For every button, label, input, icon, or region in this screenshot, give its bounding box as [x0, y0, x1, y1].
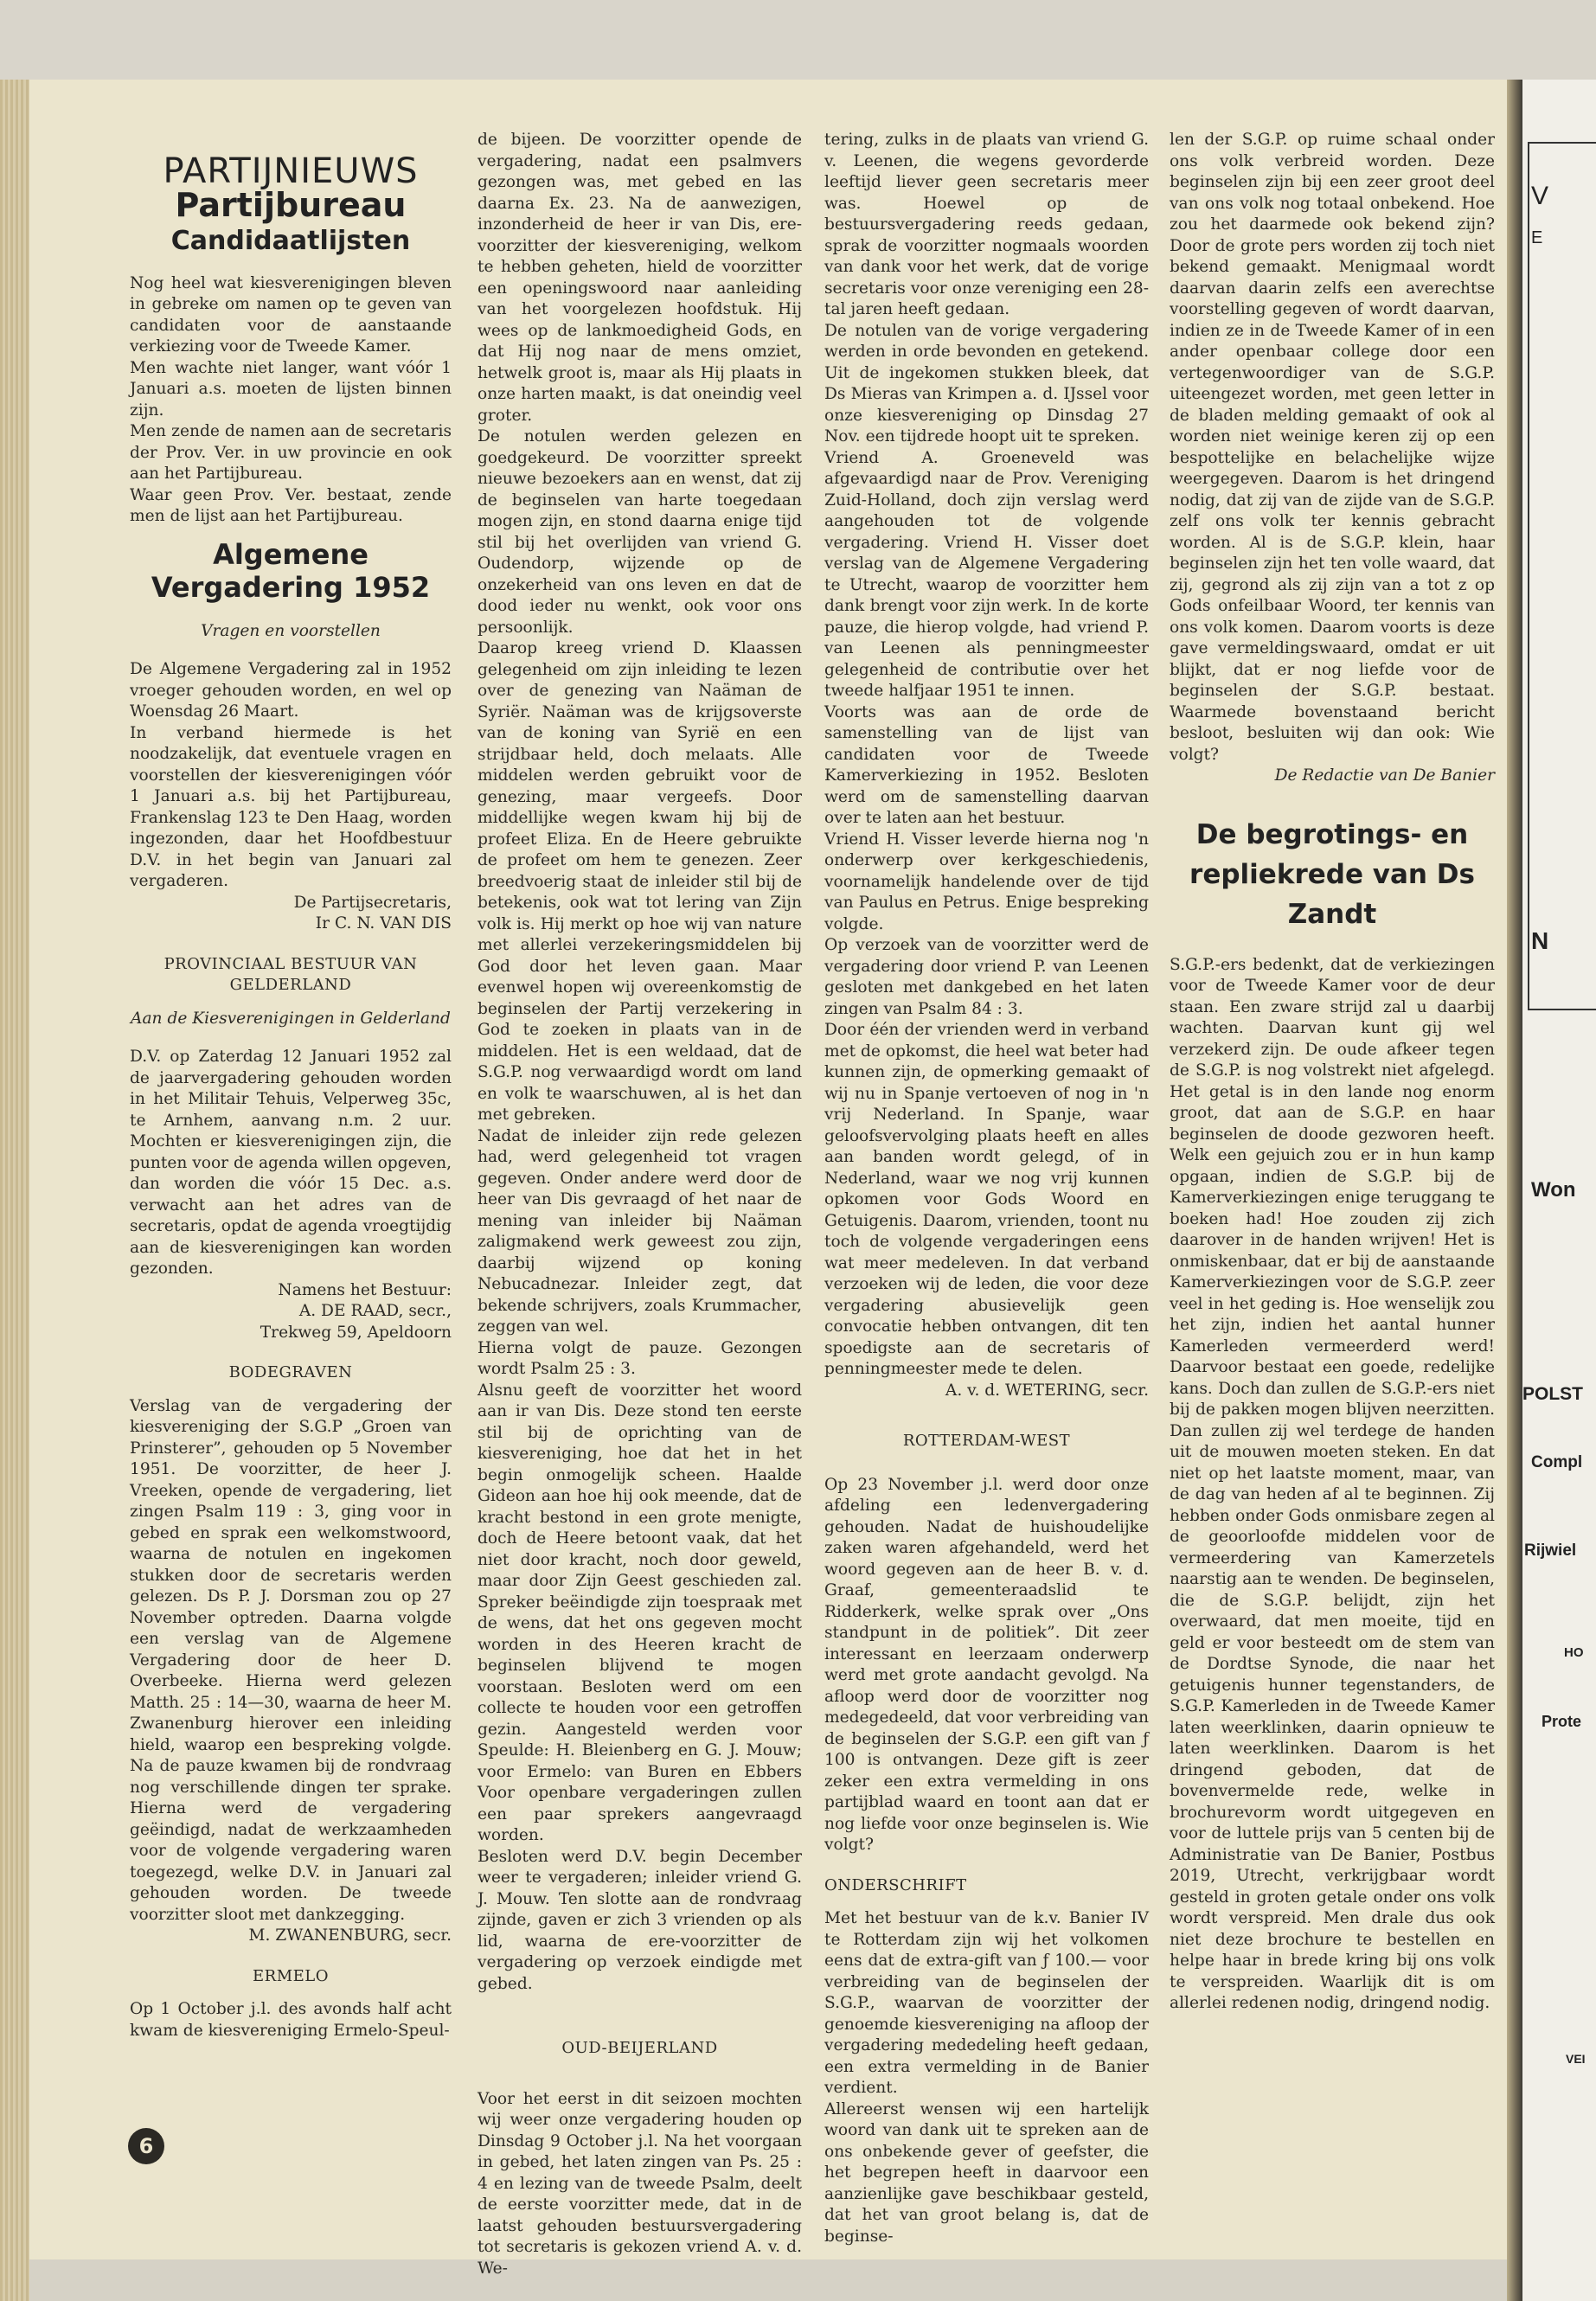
column-4	[1170, 130, 1495, 2015]
heading-partijbureau: Partijbureau	[175, 185, 407, 224]
paragraph: Nadat de inleider zijn rede gelezen had, werd gelegenheid tot vragen gegeven. Onder andere werd door de heer van Dis gevraagd of het naar de mening van inleider bij Naäman zaligmakend werk geweest zou zijn, daarbij wijzend op koning Nebucadnezar. Inleider zegt, dat bekende schrijvers, zoals Krummacher, zeggen van wel.	[478, 1126, 802, 1336]
adjacent-fragment-text: E	[1531, 228, 1543, 247]
section-heading: PROVINCIAAL BESTUUR VAN GELDERLAND	[163, 954, 418, 994]
signature-line: De Partijsecretaris,	[293, 893, 452, 912]
paragraph: De notulen van de vorige vergadering werden in orde bevonden en getekend. Uit de ingekomen stukken bleek, dat Ds Mieras van Krimpen a. d. IJssel voor onze kiesvereniging op Dinsdag 27 Nov. een tijdrede hoopt uit te spreken.	[824, 321, 1149, 445]
paragraph: Alsnu geeft de voorzitter het woord aan ir van Dis. Deze stond ten eerste stil bij de oprichting van de kiesvereniging, hoe dat het in het begin onmogelijk scheen. Haalde Gideon aan hoe hij ook meende, dat de kracht bestond in een grote menigte, doch de Heere betoont vaak, dat het niet door kracht, noch door geweld, maar door Zijn Geest geschieden zal. Spreker beëindigde zijn toespraak met de wens, dat het ons gegeven mocht worden in des Heeren kracht de beginselen blijvend te mogen voorstaan. Besloten werd om een collecte te houden voor een getroffen gezin. Aangesteld werden voor Speulde: H. Bleienberg en G. J. Mouw; voor Ermelo: van Buren en Ebbers Voor openbare vergaderingen zullen een paar sprekers aangevraagd worden.	[478, 1381, 802, 1844]
section-title: PARTIJNIEUWS	[163, 151, 419, 191]
adjacent-fragment-text: VEI	[1566, 2052, 1586, 2066]
paragraph: Besloten werd D.V. begin December weer te vergaderen; inleider vriend G. J. Mouw. Ten slotte aan de rondvraag zijnde, gaven er zich 3 vrienden op als lid, waarna de ere-voorzitter de vergadering op verzoek eindigde met gebed.	[478, 1847, 802, 1993]
paragraph: Voor het eerst in dit seizoen mochten wij weer onze vergadering houden op Dinsdag 9 October j.l. Na het voorgaan in gebed, het laten zingen van Ps. 25 : 4 en lezing van de tweede Psalm, deelt de eerste voorzitter mede, dat in de laatst gehouden bestuursvergadering tot secretaris is gekozen vriend A. v. d. We-	[478, 2089, 802, 2278]
paragraph: Vriend A. Groeneveld was afgevaardigd naar de Prov. Vereniging Zuid-Holland, doch zijn verslag werd aangehouden tot de volgende vergadering. Vriend H. Visser doet verslag van de Algemene Vergadering te Utrecht, waarop de voorzitter hem dank brengt voor zijn werk. In de korte pauze, die hierop volgde, had vriend P. van Leenen als penningmeester gelegenheid de contributie over het tweede halfjaar 1951 te innen.	[824, 448, 1149, 700]
adjacent-fragment-text: V	[1531, 182, 1549, 210]
paragraph: De Algemene Vergadering zal in 1952 vroeger gehouden worden, en wel op Woensdag 26 Maart.	[130, 660, 452, 721]
paragraph: Waar geen Prov. Ver. bestaat, zende men de lijst aan het Partijbureau.	[130, 485, 452, 525]
paragraph: Men wachte niet langer, want vóór 1 Januari a.s. moeten de lijsten binnen zijn.	[130, 358, 452, 420]
paragraph: Hierna volgt de pauze. Gezongen wordt Psalm 25 : 3.	[478, 1338, 802, 1378]
paragraph: Op 23 November j.l. werd door onze afdeling een ledenvergadering gehouden. Nadat de huishoudelijke zaken waren afgehandeld, werd het woord gegeven aan de heer B. v. d. Graaf, gemeenteraadslid te Ridderkerk, welke sprak over „Ons standpunt in de politiek”. Dit zeer interessant en leerzaam onderwerp werd met grote aandacht gevolgd. Na afloop werd door de voorzitter nog medegedeeld, dat voor verbreiding van de beginselen der S.G.P. een gift van ƒ 100 is ontvangen. Deze gift is zeer zeker een extra vermelding in ons partijblad waard en toont aan dat er nog liefde voor onze beginselen is. Wie volgt?	[824, 1475, 1149, 1854]
page-number-badge: 6	[128, 2128, 164, 2164]
heading-candidaatlijsten: Candidaatlijsten	[170, 226, 411, 256]
paragraph: In verband hiermede is het noodzakelijk, dat eventuele vragen en voorstellen der kiesverenigingen vóór 1 Januari a.s. bij het Partijbureau, Frankenslag 123 te Den Haag, worden ingezonden, daar het Hoofdbestuur D.V. in het begin van Januari zal vergaderen.	[130, 723, 452, 890]
adjacent-fragment-text: N	[1531, 927, 1549, 954]
signature-line: A. DE RAAD, secr.,	[298, 1302, 452, 1320]
adjacent-fragment-text: Won	[1531, 1178, 1576, 1202]
adjacent-fragment-text: Prote	[1542, 1713, 1582, 1730]
subheading: Aan de Kiesverenigingen in Gelderland	[131, 1009, 451, 1028]
section-heading: BODEGRAVEN	[228, 1363, 353, 1381]
paragraph: De notulen werden gelezen en goedgekeurd. De voorzitter spreekt nieuwe bezoekers aan en wenst, dat zij de beginselen van harte toegedaan mogen zijn, en stond daarna enige tijd stil bij het overlijden van vriend G. Oudendorp, wijzende op de onzekerheid van ons leven en dat de dood ieder nu wenkt, ook voor ons persoonlijk.	[478, 427, 802, 637]
page-gutter	[1507, 80, 1522, 2301]
section-heading: ERMELO	[253, 1966, 329, 1985]
adjacent-page-box	[1528, 142, 1596, 1010]
column-3	[824, 130, 1149, 2247]
paragraph: Door één der vrienden werd in verband met de opkomst, die heel wat beter had kunnen zijn, de opmerking gemaakt of wij nu in Spanje vertoeven of nog in 'n vrij Nederland. In Spanje, waar geloofsvervolging plaats heeft en alles aan banden wordt gelegd, of in Nederland, waar we nog vrij kunnen opkomen voor Gods Woord en Getuigenis. Daarom, vrienden, toont nu toch de volgende vergaderingen eens wat meer medeleven. In dat verband verzoeken wij de leden, die voor deze vergadering abusievelijk geen convocatie hebben ontvangen, dit ten spoedigste aan de secretaris of penningmeester mede te delen.	[824, 1021, 1149, 1378]
paragraph: Nog heel wat kiesverenigingen bleven in gebreke om namen op te geven van candidaten voor de aanstaande verkiezing voor de Tweede Kamer.	[130, 273, 452, 356]
paragraph: Verslag van de vergadering der kiesvereniging der S.G.P „Groen van Prinsterer”, gehouden op 5 November 1951. De voorzitter, de heer J. Vreeken, opende de vergadering, liet zingen Psalm 119 : 3, ging voor in gebed en sprak een welkomstwoord, waarna de notulen en ingekomen stukken door de secretaris werden gelezen. Ds P. J. Dorsman zou op 27 November optreden. Daarna volgde een verslag van de Algemene Vergadering door de heer D. Overbeeke. Hierna werd gelezen Matth. 25 : 14—30, waarna de heer M. Zwanenburg hierover een inleiding hield, waarop een bespreking volgde. Na de pauze kwamen bij de rondvraag nog verschillende dingen ter sprake. Hierna werd de vergadering geëindigd, nadat de werkzaamheden voor de volgende vergadering waren toegezegd, welke D.V. in Januari zal gehouden worden. De tweede voorzitter sloot met dankzegging.	[130, 1396, 452, 1924]
paragraph: len der S.G.P. op ruime schaal onder ons volk verbreid worden. Deze beginselen zijn bij een zeer groot deel van ons volk nog totaal onbekend. Hoe zou het daarmede ook bekend zijn? Door de grote pers worden zij toch niet bekend gemaakt. Menigmaal wordt daarvan daarin zelfs een averechtse voorstelling gegeven of wordt daarvan, indien ze in de Tweede Kamer of in een ander openbaar college door een vertegenwoordiger van de S.G.P. uiteengezet worden, met geen letter in de bladen melding gemaakt of ook al worden niet weinige keren zij op een bespottelijke en belachelijke wijze weergegeven. Daarom is het dringend nodig, dat zij van de zijde van de S.G.P. zelf ons volk ter kennis gebracht worden. Al is de S.G.P. klein, haar beginselen zijn het ten volle waard, dat zij, gegrond als zij zijn van a tot z op Gods onfeilbaar Woord, ter kennis van ons volk komen. Daarom voorts is deze gave vermeldingswaard, omdat er uit blijkt, dat er nog liefde voor de beginselen der S.G.P. bestaat. Waarmede bovenstaand bericht besloot, besluiten wij dan ook: Wie volgt?	[1170, 131, 1495, 764]
signature-line: Ir C. N. VAN DIS	[315, 914, 452, 933]
adjacent-fragment-text: HO	[1564, 1645, 1584, 1660]
adjacent-fragment-text: Rijwiel	[1524, 1541, 1577, 1560]
signature-line: Trekweg 59, Apeldoorn	[260, 1323, 452, 1342]
paragraph: Daarop kreeg vriend D. Klaassen gelegenheid om zijn inleiding te lezen over de genezing van Naäman de Syriër. Naäman was de krijgsoverste van de koning van Syrië en een strijdbaar held, doch melaats. Alle middelen werden gebruikt voor de genezing, maar vergeefs. Door middellijke wegen kwam hij bij de profeet Eliza. En de Heere gebruikte de profeet om hem te genezen. Zeer breedvoerig staat de inleider stil bij de betekenis, ook wat tot lering van Zijn volk is. Hij merkt op hoe wij van nature met allerlei verzekeringsmiddelen bij God door het leven gaan. Maar evenwel hopen wij overeenkomstig de beginselen der Partij verzekering in God te zoeken in plaats van in de middelen. Het is een weldaad, dat de S.G.P. nog verwaardigd wordt om land en volk te waarschuwen, al is het dan met gebreken.	[478, 639, 802, 1124]
paragraph: Vriend H. Visser leverde hierna nog 'n onderwerp over kerkgeschiedenis, voornamelijk handelende over de tijd van Paulus en Petrus. Enige bespreking volgde.	[824, 830, 1149, 933]
paragraph: Met het bestuur van de k.v. Banier IV te Rotterdam zijn wij het volkomen eens dat de extra-gift van ƒ 100.— voor verbreiding van de beginselen der S.G.P., waarvan de voorzitter der genoemde kiesvereniging na afloop der vergadering mededeling heeft gedaan, een extra vermelding in de Banier verdient.	[824, 1909, 1149, 2097]
paragraph: de bijeen. De voorzitter opende de vergadering, nadat een psalmvers gezongen was, met gebed en las daarna Ex. 23. Na de aanwezigen, inzonderheid de heer ir van Dis, ere-voorzitter der kiesvereniging, welkom te hebben geheten, hield de voorzitter een openingswoord naar aanleiding van het voorgelezen hoofdstuk. Hij wees op de lankmoedigheid Gods, en dat Hij nog naar de mens omziet, hetwelk groot is, maar als Hij plaats in onze harten maakt, is dat oneindig veel groter.	[478, 131, 802, 425]
section-heading: ROTTERDAM-WEST	[902, 1432, 1071, 1450]
heading-begrotingsrede: De begrotings- en repliekrede van Ds Zandt	[1189, 818, 1475, 930]
adjacent-fragment-text: POLST	[1522, 1384, 1584, 1404]
adjacent-fragment-text: Compl	[1531, 1453, 1583, 1471]
paragraph: Op 1 October j.l. des avonds half acht kwam de kiesvereniging Ermelo-Speul-	[130, 2000, 452, 2040]
paragraph: D.V. op Zaterdag 12 Januari 1952 zal de jaarvergadering gehouden worden in het Militair Tehuis, Velperweg 35c, te Arnhem, aanvang n.m. 2 uur. Mochten er kiesverenigingen zijn, die punten voor de agenda willen opgeven, dan worden die vóór 15 Dec. a.s. verwacht aan het adres van de secretaris, opdat de agenda vroegtijdig aan de kiesverenigingen kan worden gezonden.	[130, 1048, 452, 1278]
editorial-signature: De Redactie van De Banier	[1274, 766, 1495, 785]
adjacent-page-fragment	[1522, 80, 1596, 2301]
column-1	[130, 151, 452, 2041]
column-2	[478, 130, 802, 2279]
paragraph: Op verzoek van de voorzitter werd de vergadering door vriend P. van Leenen gesloten met dankgebed en het laten zingen van Psalm 84 : 3.	[824, 936, 1149, 1018]
signature-line: Namens het Bestuur:	[278, 1280, 452, 1299]
heading-algemene-vergadering: Algemene Vergadering 1952	[151, 537, 431, 604]
subheading: Vragen en voorstellen	[201, 621, 381, 640]
section-heading: ONDERSCHRIFT	[824, 1875, 967, 1894]
paragraph: Men zende de namen aan de secretaris der Prov. Ver. in uw provincie en ook aan het Partijbureau.	[130, 422, 452, 483]
paragraph: S.G.P.-ers bedenkt, dat de verkiezingen voor de Tweede Kamer voor de deur staan. Een zware strijd zal u daarbij wachten. Daarvan kunt gij wel verzekerd zijn. De oude afkeer tegen de S.G.P. is nog volstrekt niet afgelegd. Het getal is in den lande nog enorm groot, dat aan de S.G.P. en haar beginselen de doode gezworen heeft. Welk een gejuich zou er in hun kamp opgaan, indien de S.G.P. bij de Kamerverkiezingen enige teruggang te boeken had! Hoe zouden zij zich daarover in de handen wrijven! Het is onmiskenbaar, dat er bij de aanstaande Kamerverkiezingen voor de S.G.P. zeer veel in het geding is. Hoe wenselijk zou het zijn, indien het aantal hunner Kamerleden vermeerderd werd! Daarvoor bestaat een goede, redelijke kans. Doch dan zullen de S.G.P.-ers niet bij de pakken mogen blijven neerzitten. Dan zullen zij wel terdege de handen uit de mouwen moeten steken. En dat niet op het laatste moment, maar, van de dag van heden af al te beginnen. Zij hebben onder Gods onmisbare zegen al de geoorloofde middelen voor de vermeerdering van Kamerzetels naarstig aan te wenden. De beginselen, die de S.G.P. belijdt, zijn het overwaard, dat men moeite, tijd en geld er voor besteedt om de stem van de Dordtse Synode, die naar het getuigenis hunner tegenstanders, de S.G.P. Kamerleden in de Tweede Kamer laten weerklinken, daarin opnieuw te laten weerklinken. Daarom is het dringend geboden, dat de bovenvermelde rede, welke in brochurevorm wordt uitgegeven en voor de luttele prijs van 5 centen bij de Administratie van De Banier, Postbus 2019, Utrecht, verkrijgbaar wordt gesteld in groten getale onder ons volk wordt verspreid. Men drale dus ook niet deze brochure te bestellen en helpe haar in brede kring bij ons volk te verspreiden. Waarlijk dit is om allerlei redenen nodig, dringend nodig.	[1170, 955, 1495, 2012]
paragraph: Allereerst wensen wij een hartelijk woord van dank uit te spreken aan de ons onbekende gever of geefster, die het begrepen heeft in daarvoor een aanzienlijke gave beschikbaar gesteld, dat het van groot belang is, dat de beginse-	[824, 2099, 1149, 2246]
section-heading: OUD-BEIJERLAND	[561, 2039, 718, 2057]
book-edge	[0, 80, 29, 2301]
scan-background-top	[0, 0, 1596, 80]
paragraph: tering, zulks in de plaats van vriend G. v. Leenen, die wegens gevorderde leeftijd liever geen secretaris meer was. Hoewel op de bestuursvergadering reeds gedaan, sprak de voorzitter nogmaals woorden van dank voor het werk, dat de vorige secretaris voor onze vereniging een 28-tal jaren heeft gedaan.	[824, 131, 1149, 318]
signature-line: M. ZWANENBURG, secr.	[248, 1926, 452, 1945]
signature-line: A. v. d. WETERING, secr.	[945, 1381, 1149, 1400]
paragraph: Voorts was aan de orde de samenstelling van de lijst van candidaten voor de Tweede Kamerverkiezing in 1952. Besloten werd om de samenstelling daarvan over te laten aan het bestuur.	[824, 702, 1149, 827]
